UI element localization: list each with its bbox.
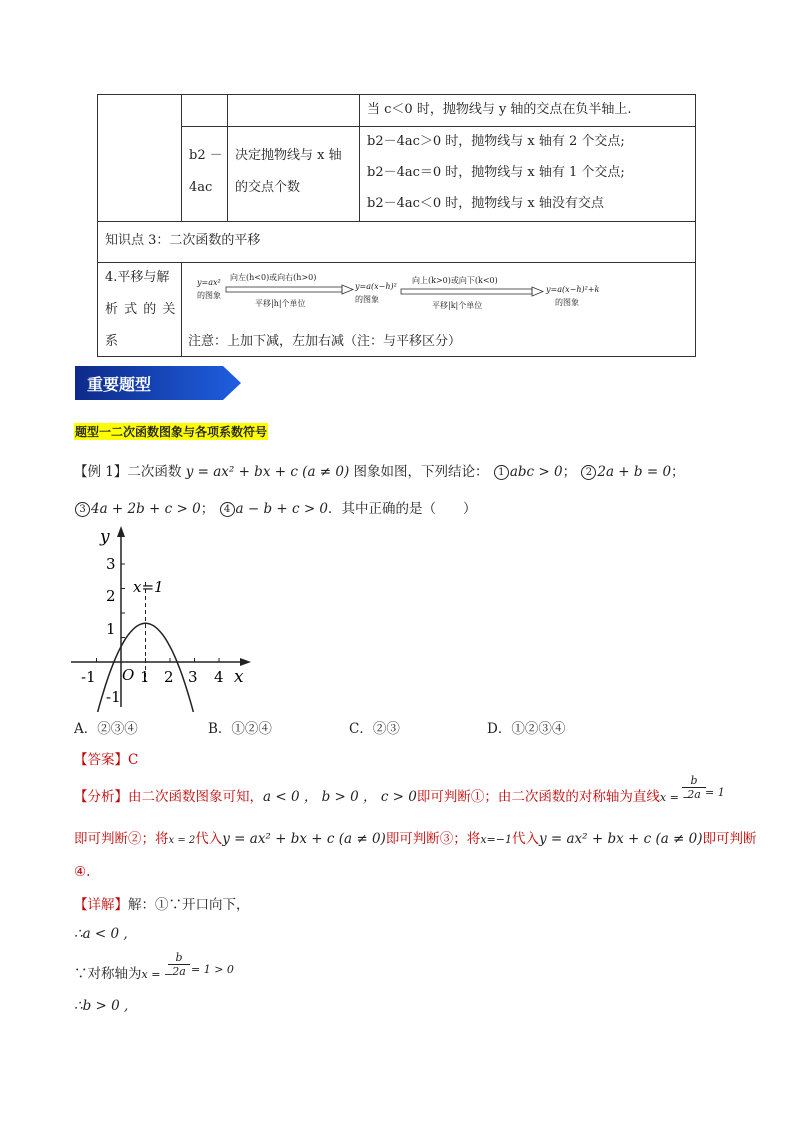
shift-note: 注意：上加下减，左加右减（注：与平移区分） [188, 334, 462, 349]
analysis-math: x = 2 [168, 835, 196, 846]
circle-4-icon: 4 [220, 502, 235, 517]
analysis-text: 即可判断 [702, 831, 757, 847]
x-tick-label: 2 [164, 668, 174, 686]
cell-discriminant-a: b2 － [189, 148, 223, 163]
option-a[interactable]: A．②③④ [74, 721, 138, 737]
circle-3-icon: 3 [75, 502, 90, 517]
analysis-fraction [682, 774, 706, 801]
analysis-math: y = ax² + bx + c (a ≠ 0) [538, 831, 703, 847]
y-axis-arrow-icon [117, 526, 125, 537]
shift-arrow2 [400, 286, 545, 298]
example-line-1: 【例 1】二次函数 y = ax² + bx + c (a ≠ 0) 图象如图，下列结论： 1 abc > 0； 2 2a + b = 0； [74, 464, 685, 480]
analysis-text: 代入 [511, 831, 539, 847]
example-after-eq: 图象如图，下列结论： [353, 464, 489, 480]
fraction-denominator: 2a [682, 787, 706, 801]
fraction-numerator: b [175, 951, 183, 964]
shift-mid-label: 的图象 [355, 295, 379, 304]
answer-value: C [128, 752, 139, 768]
fraction-numerator: b [690, 774, 698, 787]
detail-eq: = 1 > 0 [191, 963, 234, 976]
conclusion-3: 4a + 2b + c > 0 [91, 501, 201, 517]
fraction-denominator: 2a [168, 964, 190, 978]
option-b[interactable]: B．①②④ [208, 721, 272, 737]
x-axis-arrow-icon [240, 658, 251, 666]
example-line-2: 3 4a + 2b + c > 0； 4 a − b + c > 0．其中正确的是（ ） [74, 497, 477, 517]
analysis-eq-one: = 1 [705, 786, 725, 799]
example-equation: y = ax² + bx + c (a ≠ 0) [185, 464, 350, 480]
example-tail: ．其中正确的是（ ） [328, 501, 477, 517]
analysis-math: x = − [659, 791, 692, 804]
y-tick-label: 1 [106, 620, 116, 638]
cell-role-b: 的交点个数 [235, 180, 301, 195]
shift-arrow2-top: 向上(k>0)或向下(k<0) [412, 276, 498, 285]
row4-label-c: 系 [105, 334, 119, 349]
row4-label-a: 4.平移与解 [105, 270, 170, 285]
shift-arrow1-top: 向左(h<0)或向右(h>0) [230, 273, 317, 282]
analysis-text: 代入 [195, 831, 223, 847]
analysis-text: 即可判断①；由二次函数的对称轴为直线 [416, 789, 660, 805]
analysis-line-2 [74, 827, 757, 847]
circle-2-icon: 2 [581, 465, 596, 480]
knowledge-point-3: 知识点 3：二次函数的平移 [105, 233, 261, 248]
banner-title: 重要题型 [87, 375, 152, 394]
example-label: 【例 1】 [74, 464, 128, 480]
circle-1-icon: 1 [494, 465, 509, 480]
shift-end-eq: y=a(x−h)²+k [546, 285, 600, 294]
option-c[interactable]: C．②③ [349, 721, 400, 737]
detail-line-2: ∴a < 0 , [74, 926, 128, 942]
option-d[interactable]: D．①②③④ [487, 721, 566, 737]
x-tick-label: -1 [81, 668, 96, 686]
detail-text: 解：①∵开口向下， [128, 897, 250, 913]
y-axis-label: y [100, 527, 110, 547]
shift-arrow1 [225, 284, 355, 296]
answer-line [74, 748, 138, 768]
shift-start-label: 的图象 [197, 291, 221, 300]
cell-one-root: b2－4ac＝0 时，抛物线与 x 轴有 1 个交点; [367, 165, 625, 180]
shift-start-eq: y=ax² [197, 278, 221, 287]
detail-line-4: ∴b > 0 , [74, 998, 129, 1014]
x-tick-label: 4 [214, 668, 224, 686]
conclusion-4: a − b + c > 0 [235, 501, 329, 517]
conclusion-2: 2a + b = 0 [597, 464, 672, 480]
knowledge-table [97, 94, 696, 357]
shift-mid-eq: y=a(x−h)² [355, 282, 397, 291]
shift-arrow2-bottom: 平移|k|个单位 [432, 301, 483, 310]
conclusion-1: abc > 0 [509, 464, 563, 480]
y-tick-label: 2 [106, 587, 116, 605]
y-tick-label: -1 [106, 688, 121, 706]
detail-line-1 [74, 893, 250, 913]
detail-line-3 [74, 962, 173, 982]
analysis-math: y = ax² + bx + c (a ≠ 0) [222, 831, 386, 847]
origin-label: O [122, 666, 135, 684]
shift-end-label: 的图象 [555, 298, 579, 307]
cell-no-root: b2－4ac＜0 时，抛物线与 x 轴没有交点 [367, 196, 604, 211]
section-banner [75, 366, 241, 400]
type-title: 题型一二次函数图象与各项系数符号 [75, 425, 268, 439]
cell-two-roots: b2－4ac＞0 时，抛物线与 x 轴有 2 个交点; [367, 134, 625, 149]
cell-y-axis-negative: 当 c＜0 时，抛物线与 y 轴的交点在负半轴上. [367, 102, 632, 117]
cell-role-a: 决定抛物线与 x 轴 [235, 148, 342, 163]
parabola-graph [66, 522, 266, 712]
analysis-label: 【分析】 [74, 789, 128, 805]
row4-label-b: 析 式 的 关 [105, 302, 177, 317]
answer-label: 【答案】 [74, 752, 128, 768]
analysis-math: x=−1 [480, 833, 512, 846]
detail-text: ∵对称轴为 [74, 966, 142, 982]
analysis-line-3: ④. [74, 864, 91, 880]
analysis-text: 即可判断②；将 [74, 831, 169, 847]
x-tick-label: 3 [188, 668, 198, 686]
detail-math: x = − [141, 968, 174, 981]
symmetry-axis-label: x=1 [133, 578, 164, 596]
cell-discriminant-b: 4ac [189, 180, 213, 195]
x-axis-label: x [234, 667, 244, 687]
analysis-line-1 [74, 785, 692, 805]
detail-fraction [168, 951, 190, 978]
y-tick-label: 3 [106, 555, 116, 573]
shift-arrow1-bottom: 平移|h|个单位 [255, 299, 306, 308]
x-tick-label: 1 [140, 668, 150, 686]
example-intro: 二次函数 [127, 464, 182, 480]
analysis-text: 即可判断③；将 [385, 831, 481, 847]
analysis-signs: a < 0 ， b > 0 ， c > 0 [263, 789, 417, 805]
detail-label: 【详解】 [74, 897, 128, 913]
analysis-text: 由二次函数图象可知， [128, 789, 263, 805]
